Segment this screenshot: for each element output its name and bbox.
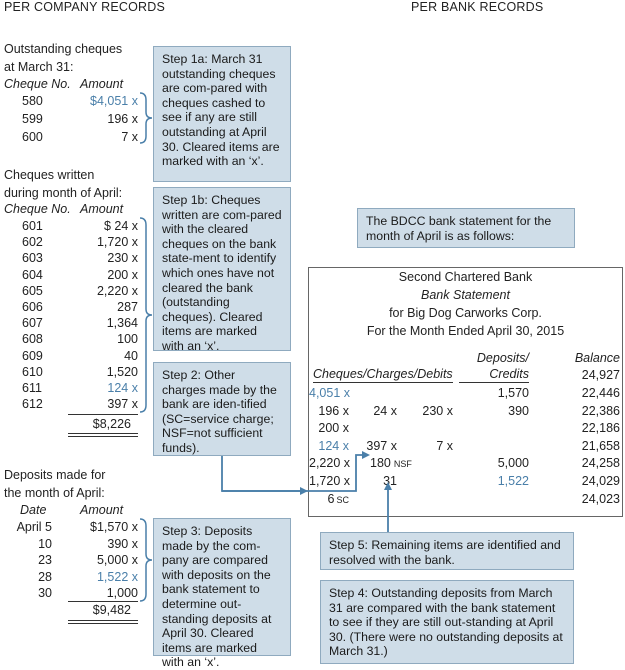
deposit-date: 10: [38, 536, 52, 551]
company-records-header: PER COMPANY RECORDS: [4, 0, 166, 14]
april-cheques-col-amount: Amount: [80, 202, 124, 216]
step-2-box: Step 2: Other charges made by the bank are iden-tified (SC=service charge; NSF=not sufficient funds).: [153, 362, 291, 456]
statement-doc-title: Bank Statement: [421, 288, 510, 302]
debit-col-1-value: 1,720 x: [309, 474, 351, 488]
step-1a-box: Step 1a: March 31 outstanding cheques are com-pared with cheques cashed to see if any are still outstanding at April 30. Cleared items are marked with an ‘x’.: [153, 46, 291, 182]
deposit-amount: $1,570 x: [90, 520, 138, 534]
debit-col-2-value: 31: [383, 474, 397, 488]
outstanding-cheque-no: 600: [22, 130, 43, 144]
april-cheque-no: 605: [22, 283, 43, 298]
statement-intro-box: The BDCC bank statement for the month of April is as follows:: [357, 208, 575, 248]
outstanding-cheque-amount: $4,051 x: [90, 94, 138, 108]
debit-col-1-value: 124 x: [318, 438, 349, 453]
april-cheque-amount: 124 x: [107, 381, 138, 395]
april-cheque-amount: $ 24 x: [103, 219, 138, 233]
col-deposits-header-2: Credits: [459, 366, 529, 383]
april-cheque-no: 604: [22, 267, 43, 282]
outstanding-cheque-amount: 7 x: [121, 130, 138, 144]
debit-col-1-value: 196 x: [318, 403, 349, 418]
april-cheques-total: $8,226: [92, 417, 131, 431]
deposits-col-date: Date: [20, 503, 47, 517]
bank-name: Second Chartered Bank: [398, 270, 533, 284]
credit-value: 5,000: [497, 456, 529, 471]
april-cheque-no: 607: [22, 316, 43, 331]
april-cheque-no: 603: [22, 251, 43, 266]
outstanding-cheque-no: 599: [22, 112, 43, 126]
deposit-amount: 5,000 x: [96, 553, 138, 568]
balance-value: 21,658: [581, 438, 620, 453]
step-1b-box: Step 1b: Cheques written are com-pared with the cleared cheques on the bank state-ment to identify which ones have not cleared the bank (outstanding cheques). Cleared items are marked with an ‘x’.: [153, 187, 291, 351]
col-balance-header: Balance: [574, 351, 620, 365]
april-cheque-amount: 40: [124, 348, 138, 363]
deposit-date: 23: [38, 553, 52, 568]
debit-col-2-suffix: NSF: [393, 459, 412, 470]
step-4-box: Step 4: Outstanding deposits from March 31 are compared with the bank statement to see if they are still out-standing at April 30. (There were no outstanding deposits at March 31.): [320, 580, 574, 664]
deposits-title: Deposits made for the month of April:: [4, 468, 106, 500]
col-debits-header: Cheques/Charges/Debits: [313, 367, 453, 381]
deposit-date: 30: [38, 586, 52, 601]
deposit-date: 28: [38, 569, 52, 584]
outstanding-cheque-amount: 196 x: [107, 112, 138, 126]
step-3-box: Step 3: Deposits made by the com-pany are compared with deposits on the bank statement to determine out-standing deposits at April 30. Cleared items are marked with an ‘x’.: [153, 518, 291, 656]
balance-value: 22,386: [581, 403, 620, 418]
april-cheque-amount: 397 x: [107, 397, 138, 412]
debit-col-2-value: 24 x: [373, 403, 397, 418]
deposit-amount: 1,000: [106, 586, 138, 601]
debit-col-1-value: 2,220 x: [309, 456, 351, 471]
outstanding-col-amount: Amount: [80, 77, 124, 91]
april-cheque-no: 608: [22, 332, 43, 347]
deposit-amount: 390 x: [107, 536, 138, 551]
april-cheque-amount: 287: [117, 300, 138, 314]
debit-col-1-value: 4,051 x: [309, 386, 351, 400]
debit-col-2-value: 180: [370, 456, 391, 471]
april-cheque-no: 606: [22, 300, 43, 314]
col-deposits-header-1: Deposits/: [476, 351, 529, 365]
april-cheque-no: 610: [22, 364, 43, 379]
april-cheque-amount: 230 x: [107, 251, 138, 266]
outstanding-cheque-no: 580: [22, 94, 43, 108]
balance-value: 22,186: [581, 421, 620, 436]
statement-period: For the Month Ended April 30, 2015: [366, 324, 565, 338]
outstanding-col-no: Cheque No.: [4, 77, 71, 91]
april-cheques-col-no: Cheque No.: [4, 202, 71, 216]
debit-col-3: 7 x: [436, 438, 453, 453]
balance-value: 22,446: [581, 386, 620, 400]
statement-for-line: for Big Dog Carworks Corp.: [389, 306, 542, 320]
debit-col-1-suffix: SC: [336, 494, 349, 505]
deposits-col-amount: Amount: [80, 503, 124, 517]
deposit-date: April 5: [16, 520, 52, 534]
april-cheque-no: 612: [22, 397, 43, 412]
april-cheque-no: 602: [22, 235, 43, 250]
april-cheque-no: 601: [22, 219, 43, 233]
deposits-total: $9,482: [92, 603, 131, 617]
debit-col-1-value: 6: [327, 491, 335, 506]
april-cheque-amount: 200 x: [107, 267, 138, 282]
deposit-amount: 1,522 x: [96, 569, 138, 584]
april-cheque-amount: 100: [117, 332, 138, 347]
debit-col-3: 230 x: [422, 403, 453, 418]
bank-records-header: PER BANK RECORDS: [411, 0, 544, 14]
balance-value: 24,029: [581, 474, 620, 488]
opening-balance: 24,927: [581, 368, 620, 382]
april-cheque-amount: 1,364: [106, 316, 138, 331]
credit-value: 390: [508, 403, 529, 418]
april-cheque-no: 611: [22, 381, 42, 395]
april-cheque-amount: 1,520: [106, 364, 138, 379]
balance-value: 24,023: [581, 491, 620, 506]
step-5-box: Step 5: Remaining items are identified and resolved with the bank.: [320, 532, 574, 570]
april-cheques-title: Cheques written during month of April:: [4, 168, 123, 200]
outstanding-title: Outstanding cheques at March 31:: [4, 42, 123, 74]
debit-col-1-value: 200 x: [318, 421, 349, 436]
credit-value: 1,522: [497, 474, 529, 488]
april-cheque-amount: 1,720 x: [96, 235, 138, 250]
april-cheque-no: 609: [22, 348, 43, 363]
credit-value: 1,570: [497, 386, 529, 400]
debit-col-2-value: 397 x: [366, 438, 397, 453]
arrow-step2-to-nsf: [222, 455, 368, 491]
balance-value: 24,258: [581, 456, 620, 471]
april-cheque-amount: 2,220 x: [96, 283, 138, 298]
